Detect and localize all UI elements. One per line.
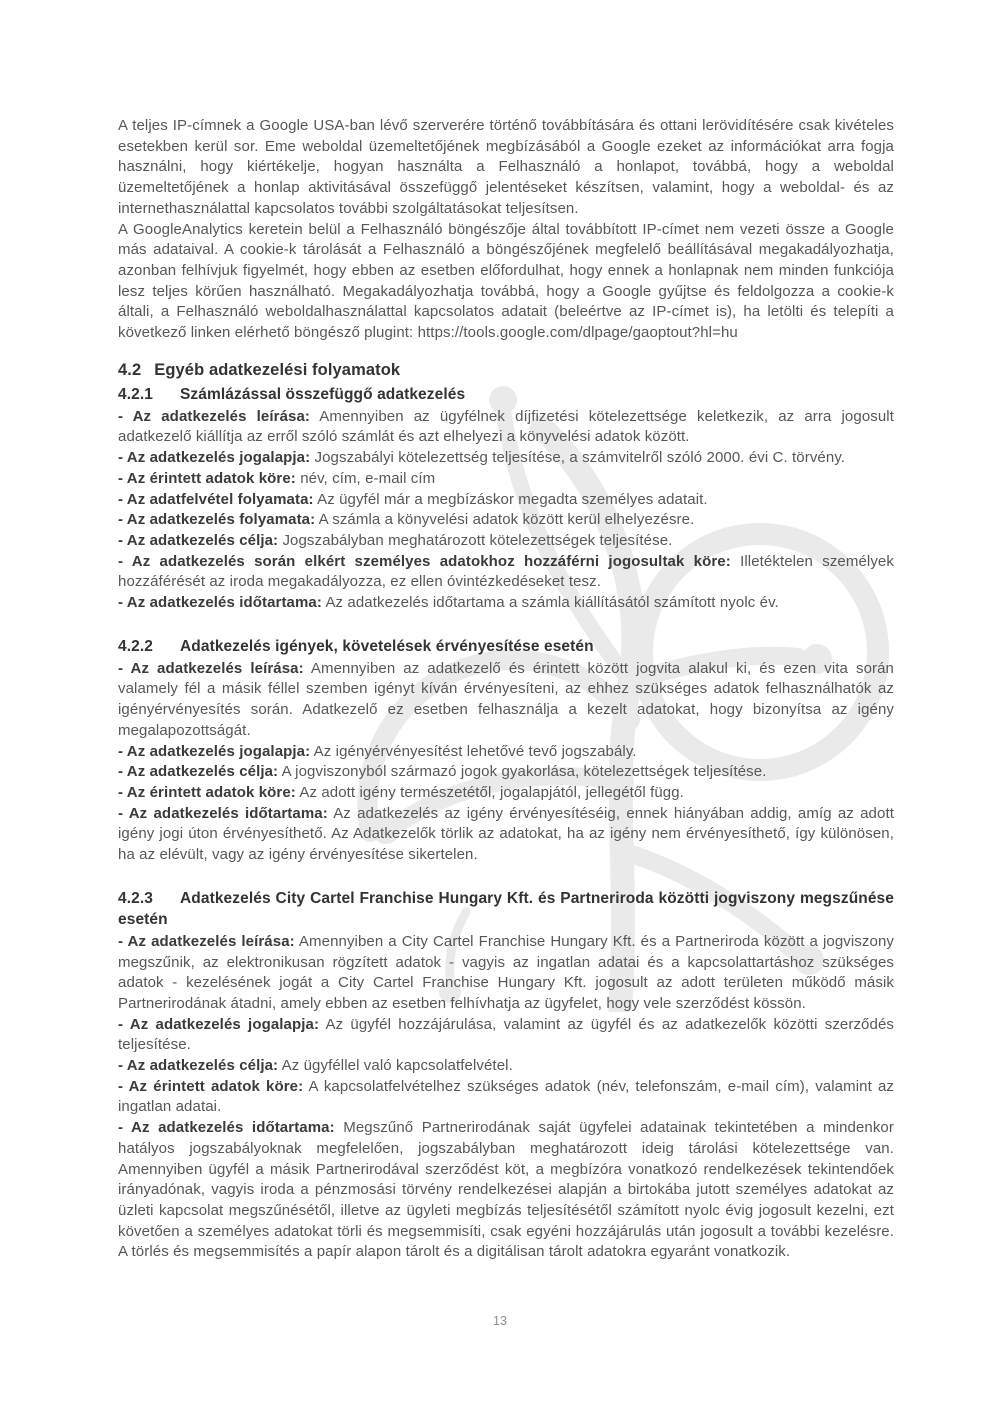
page-content [118,116,894,1263]
item-text: Megszűnő Partnerirodának saját ügyfelei adatainak tekintetében a mindenkor hatályos jogszabályoknak megfelelően, jogszabályban meghatározott ideig tárolási kötelezettsége van. Amennyiben ügyfél a másik Partnerirodával szerződést köt, a megbízóra vonatkozó rendelkezések tekintendőek irányadónak, vagyis iroda a pénzmosási törvény rendelkezései alapján a birtokába jutott személyes adatokat az üzleti kapcsolat megszűnésétől, illetve az ügyleti megbízás teljesítésétől számított nyolc évig jogosult kezelni, ezt követően a személyes adatokat törli és megsemmisíti, csak egyéni hozzájárulás után jogosult a további kezelésre. A törlés és megsemmisítés a papír alapon tárolt és a digitálisan tárolt adatokra egyaránt vonatkozik. [118,1119,894,1261]
item-label: - Az adatkezelés folyamata: [118,511,316,529]
item-label: - Az adatkezelés leírása: [118,932,295,950]
data-item [118,804,894,866]
item-text: név, cím, e-mail cím [300,469,436,487]
data-item [118,1056,894,1077]
data-item [118,531,894,552]
item-text: Az adott igény természetétől, jogalapjától, jellegétől függ. [299,783,684,801]
section-heading-4-2 [118,361,894,380]
item-label: - Az érintett adatok köre: [118,1077,304,1095]
page-number: 13 [493,1314,507,1328]
item-text: Az adatkezelés az igény érvényesítéséig, ennek hiányában addig, amíg az adott igény jogi úton érvényesíthető. Az Adatkezelők törlik az adatokat, ha az igény nem érvényesíthető, így különösen, ha az elévült, vagy az igény érvényesítése sikertelen. [118,804,894,864]
section-number: 4.2.3 [118,889,153,907]
item-text: Az adatkezelés időtartama a számla kiállításától számított nyolc év. [325,594,779,612]
data-item [118,783,894,804]
data-item [118,742,894,763]
item-text: Az ügyféllel való kapcsolatfelvétel. [281,1057,513,1075]
item-text: Amennyiben az ügyfélnek díjfizetési kötelezettsége keletkezik, az arra jogosult adatkezelő kiállítja az erről szóló számlát és azt elhelyezi a könyvelési adatok között. [118,407,895,446]
item-text: A kapcsolatfelvételhez szükséges adatok (név, telefonszám, e-mail cím), valamint az ingatlan adatai. [118,1077,894,1116]
data-item [118,932,894,1015]
item-text: Az ügyfél már a megbízáskor megadta személyes adatait. [317,490,708,508]
data-item [118,510,894,531]
intro-paragraph-1: A teljes IP-címnek a Google USA-ban lévő szerverére történő továbbítására és ottani lerövidítésére csak kivételes esetekben kerül sor. Eme weboldal üzemeltetőjének megbízásából a Google ezeket az információkat arra fogja használni, hogy kiértékelje, hogyan használta a Felhasználó a honlapot, továbbá, hogy a weboldal üzemeltetőjének a honlap aktivitásával összefüggő jelentéseket készítsen, valamint, hogy a weboldal- és az internethasználattal kapcsolatos további szolgáltatásokat teljesítsen. [118,117,894,217]
item-text: A jogviszonyból származó jogok gyakorlása, kötelezettségek teljesítése. [281,763,767,781]
section-number: 4.2.1 [118,385,153,403]
item-label: - Az adatkezelés célja: [118,763,279,781]
intro-paragraph-2: A GoogleAnalytics keretein belül a Felhasználó böngészője által továbbított IP-címet nem vezeti össze a Google más adataival. A cookie-k tárolását a Felhasználó a böngészőjének megfelelő beállításával megakadályozhatja, azonban felhívjuk figyelmét, hogy ebben az esetben előfordulhat, hogy ennek a honlapnak nem minden funkciója lesz teljes körűen használható. Megakadályozhatja továbbá, hogy a Google gyűjtse és feldolgozza a cookie-k általi, a Felhasználó weboldalhasználattal kapcsolatos adatait (beleértve az IP-címet is), ha letölti és telepíti a következő linken elérhető böngésző plugint: https://tools.google.com/dlpage/gaoptout?hl=hu [118,220,894,342]
item-text: Amennyiben az adatkezelő és érintett között jogvita alakul ki, és ezen vita során valamely fél a másik féllel szemben igényt kíván érvényesíteni, az ehhez szükséges adatok felhasználhatók az igényérvényesítés során. Adatkezelő ez esetben felhasználja a kezelt adatokat, hogy bizonyítsa az igény megalapozottságát. [118,659,894,739]
data-item [118,1015,894,1056]
item-text: Az ügyfél hozzájárulása, valamint az ügyfél és az adatkezelők közötti szerződés teljesítése. [118,1015,894,1054]
item-label: - Az adatkezelés jogalapja: [118,1015,320,1033]
data-item [118,407,894,448]
section-heading-4-2-2 [118,636,894,657]
data-item [118,659,894,742]
item-text: Az igényérvényesítést lehetővé tevő jogszabály. [313,742,637,760]
item-label: - Az érintett adatok köre: [118,469,296,487]
section-number: 4.2.2 [118,637,153,655]
item-label: - Az adatkezelés célja: [118,1057,279,1075]
item-label: - Az adatkezelés időtartama: [118,804,328,822]
item-text: Amennyiben a City Cartel Franchise Hungary Kft. és a Partneriroda között a jogviszony megszűnik, az elektronikusan rögzített adatok - vagyis az ingatlan adatai és a kapcsolattartáshoz szükséges adatok - kezelésének jogát a City Cartel Franchise Hungary Kft. jogosult az adott területen működő másik Partnerirodának átadni, amely ebben az esetben felhívhatja az ügyfelet, hogy vele szerződést kössön. [118,932,894,1012]
section-heading-4-2-1 [118,384,894,405]
item-label: - Az adatkezelés leírása: [118,659,304,677]
data-item [118,1077,894,1118]
section-title: Adatkezelés igények, követelések érvényesítése esetén [179,637,594,655]
data-item [118,552,894,593]
item-label: - Az adatkezelés leírása: [118,407,310,425]
section-title: Számlázással összefüggő adatkezelés [179,385,466,403]
data-item [118,593,894,614]
section-title: Egyéb adatkezelési folyamatok [154,360,401,379]
item-label: - Az adatkezelés során elkért személyes adatokhoz hozzáférni jogosultak köre: [118,552,731,570]
data-item [118,490,894,511]
item-text: Jogszabályi kötelezettség teljesítése, a számvitelről szóló 2000. évi C. törvény. [314,449,846,467]
section-number: 4.2 [118,360,142,379]
item-label: - Az adatfelvétel folyamata: [118,490,314,508]
section-heading-4-2-3 [118,888,894,930]
data-item [118,448,894,469]
item-label: - Az adatkezelés jogalapja: [118,449,311,467]
item-label: - Az adatkezelés időtartama: [118,594,322,612]
item-text: Illetéktelen személyek hozzáférését az iroda megakadályozza, ez ellen óvintézkedéseket tesz. [118,552,894,591]
item-label: - Az adatkezelés időtartama: [118,1119,335,1137]
item-label: - Az adatkezelés jogalapja: [118,742,311,760]
data-item [118,469,894,490]
item-label: - Az adatkezelés célja: [118,531,279,549]
item-text: Jogszabályban meghatározott kötelezettségek teljesítése. [282,531,673,549]
item-label: - Az érintett adatok köre: [118,783,296,801]
section-title: Adatkezelés City Cartel Franchise Hungary Kft. és Partneriroda közötti jogviszony megszűnése esetén [118,889,894,928]
data-item [118,1118,894,1263]
data-item [118,762,894,783]
item-text: A számla a könyvelési adatok között kerül elhelyezésre. [318,511,695,529]
